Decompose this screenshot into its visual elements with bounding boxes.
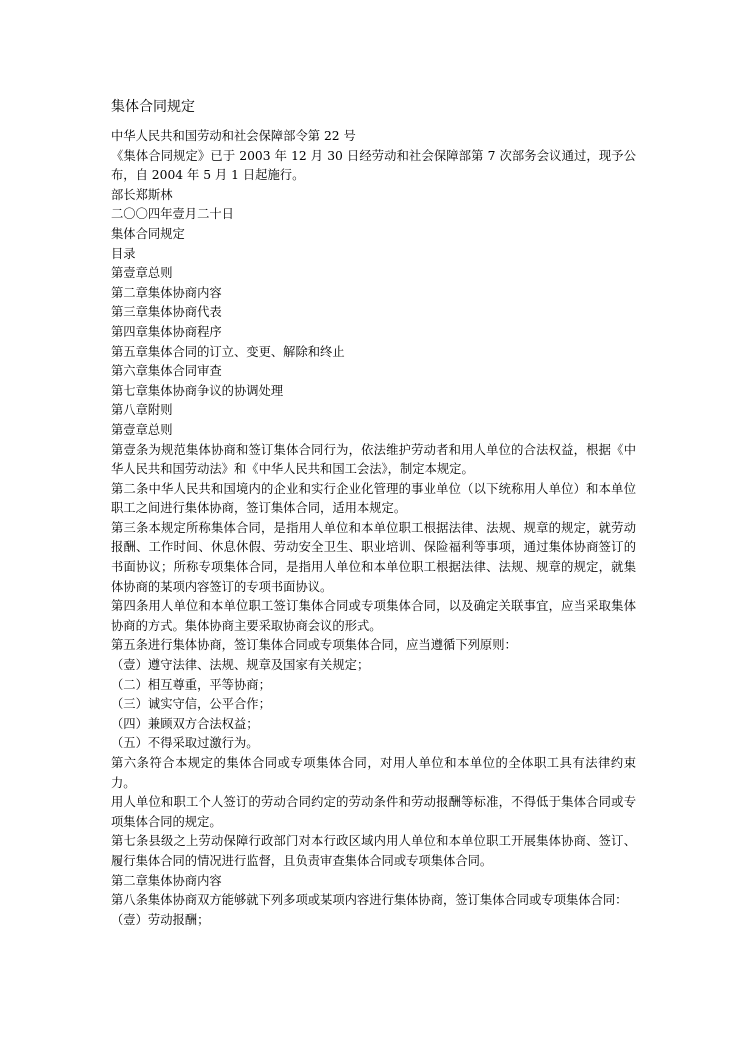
document-paragraph: 第二章集体协商内容 — [111, 285, 222, 300]
document-paragraph: 二〇〇四年壹月二十日 — [111, 207, 234, 222]
document-paragraph: 第二条中华人民共和国境内的企业和实行企业化管理的事业单位（以下统称用人单位）和本单位职工之间进行集体协商，签订集体合同，适用本规定。 — [111, 481, 636, 516]
document-paragraph: 第四章集体协商程序 — [111, 324, 222, 339]
document-title: 集体合同规定 — [111, 99, 195, 115]
document-paragraph: 第八条集体协商双方能够就下列多项或某项内容进行集体协商，签订集体合同或专项集体合同： — [111, 893, 628, 908]
document-paragraph: 目录 — [111, 246, 136, 261]
document-paragraph: 第七章集体协商争议的协调处理 — [111, 383, 284, 398]
document-paragraph: （三）诚实守信，公平合作； — [111, 697, 271, 712]
document-paragraph: （五）不得采取过激行为。 — [111, 736, 259, 751]
document-paragraph: 用人单位和职工个人签订的劳动合同约定的劳动条件和劳动报酬等标准，不得低于集体合同或专项集体合同的规定。 — [111, 795, 636, 829]
document-paragraph: 第七条县级之上劳动保障行政部门对本行政区域内用人单位和本单位职工开展集体协商、签订、履行集体合同的情况进行监督，且负责审查集体合同或专项集体合同。 — [111, 834, 636, 868]
document-paragraph: 第壹条为规范集体协商和签订集体合同行为，依法维护劳动者和用人单位的合法权益，根据《中华人民共和国劳动法》和《中华人民共和国工会法》，制定本规定。 — [111, 442, 636, 477]
document-paragraph: （壹）遵守法律、法规、规章及国家有关规定； — [111, 658, 370, 673]
document-paragraph: （二）相互尊重，平等协商； — [111, 677, 271, 692]
document-paragraph: 第三条本规定所称集体合同，是指用人单位和本单位职工根据法律、法规、规章的规定，就劳动报酬、工作时间、休息休假、劳动安全卫生、职业培训、保险福利等事项，通过集体协商签订的书面协议；所称专项集体合同，是指用人单位和本单位职工根据法律、法规、规章的规定，就集体协商的某项内容签订的专项书面协议。 — [111, 520, 636, 594]
document-paragraph: 第四条用人单位和本单位职工签订集体合同或专项集体合同，以及确定关联事宜，应当采取集体协商的方式。集体协商主要采取协商会议的形式。 — [111, 599, 636, 633]
document-paragraph: 第五条进行集体协商，签订集体合同或专项集体合同，应当遵循下列原则： — [111, 638, 517, 653]
document-paragraph: （四）兼顾双方合法权益； — [111, 716, 259, 731]
document-paragraph: 第壹章总则 — [111, 266, 173, 281]
document-paragraph: （壹）劳动报酬； — [111, 912, 210, 927]
document-paragraph: 第六章集体合同审查 — [111, 364, 222, 379]
document-paragraph: 第六条符合本规定的集体合同或专项集体合同，对用人单位和本单位的全体职工具有法律约束力。 — [111, 756, 636, 790]
document-paragraph: 第二章集体协商内容 — [111, 873, 222, 888]
document-paragraph: 第五章集体合同的订立、变更、解除和终止 — [111, 344, 345, 359]
document-paragraph: 第八章附则 — [111, 403, 173, 418]
document-page — [111, 97, 636, 930]
document-body — [111, 127, 636, 930]
document-paragraph: 中华人民共和国劳动和社会保障部令第 22 号 — [111, 129, 356, 143]
document-paragraph: 第三章集体协商代表 — [111, 305, 222, 320]
document-paragraph: 第壹章总则 — [111, 422, 173, 437]
document-paragraph: 部长郑斯林 — [111, 187, 173, 202]
document-paragraph: 《集体合同规定》已于 2003 年 12 月 30 日经劳动和社会保障部第 7 次部务会议通过，现予公布，自 2004 年 5 月 1 日起施行。 — [111, 148, 636, 183]
document-paragraph: 集体合同规定 — [111, 226, 185, 241]
